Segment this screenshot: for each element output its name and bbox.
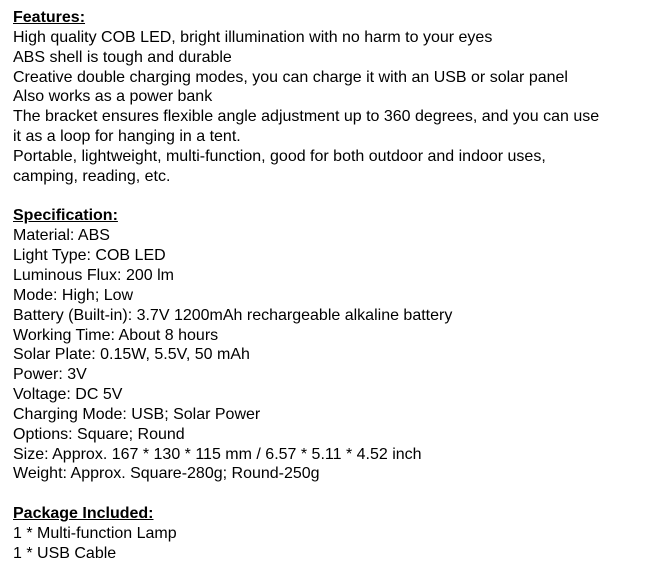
spec-item: Size: Approx. 167 * 130 * 115 mm / 6.57 * 5.11 * 4.52 inch: [13, 445, 422, 463]
feature-item: Creative double charging modes, you can charge it with an USB or solar panel: [13, 68, 568, 86]
spec-item: Voltage: DC 5V: [13, 386, 123, 404]
feature-item: ABS shell is tough and durable: [13, 48, 232, 66]
spec-item: Luminous Flux: 200 lm: [13, 266, 174, 284]
package-item: 1 * Multi-function Lamp: [13, 524, 177, 542]
spec-item: Weight: Approx. Square-280g; Round-250g: [13, 465, 320, 483]
feature-item: Portable, lightweight, multi-function, good for both outdoor and indoor uses,: [13, 147, 546, 165]
section-spacer: [13, 484, 653, 504]
features-heading: Features:: [13, 9, 86, 26]
package-section: [13, 504, 653, 564]
features-section: [13, 8, 653, 187]
spec-item: Battery (Built-in): 3.7V 1200mAh rechargeable alkaline battery: [13, 306, 453, 324]
spec-item: Options: Square; Round: [13, 425, 185, 443]
spec-item: Power: 3V: [13, 366, 87, 384]
feature-item: The bracket ensures flexible angle adjustment up to 360 degrees, and you can use: [13, 108, 600, 126]
spec-item: Solar Plate: 0.15W, 5.5V, 50 mAh: [13, 346, 250, 364]
feature-item: High quality COB LED, bright illumination with no harm to your eyes: [13, 28, 493, 46]
package-item: 1 * USB Cable: [13, 544, 117, 562]
package-heading: Package Included:: [13, 505, 154, 523]
spec-item: Material: ABS: [13, 227, 110, 245]
feature-item: Also works as a power bank: [13, 88, 213, 106]
spec-item: Light Type: COB LED: [13, 247, 166, 265]
spec-item: Working Time: About 8 hours: [13, 326, 219, 344]
feature-item: camping, reading, etc.: [13, 167, 171, 185]
spec-item: Mode: High; Low: [13, 286, 134, 304]
section-spacer: [13, 187, 653, 207]
feature-item: it as a loop for hanging in a tent.: [13, 128, 241, 146]
spec-item: Charging Mode: USB; Solar Power: [13, 405, 261, 423]
specification-section: [13, 206, 653, 484]
product-description-document: [13, 8, 653, 564]
specification-heading: Specification:: [13, 207, 118, 225]
